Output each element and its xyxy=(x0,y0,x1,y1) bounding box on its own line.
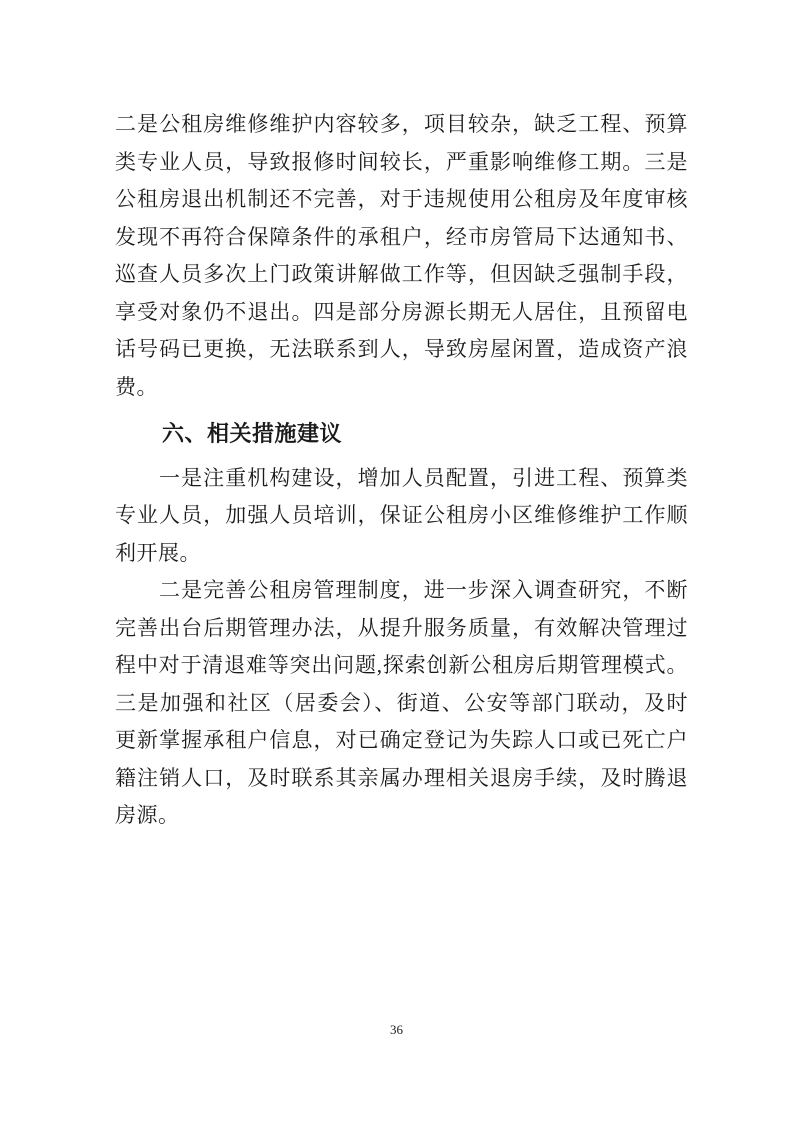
paragraph-line: 费。 xyxy=(115,374,158,399)
paragraph-line: 享受对象仍不退出。四是部分房源长期无人居住，且预留电 xyxy=(115,299,688,324)
paragraph-line: 二是完善公租房管理制度，进一步深入调查研究，不断 xyxy=(159,578,688,602)
page-number: 36 xyxy=(390,1022,403,1037)
paragraph-line: 三是加强和社区（居委会）、街道、公安等部门联动，及时 xyxy=(115,690,688,715)
paragraph-line: 专业人员，加强人员培训，保证公租房小区维修维护工作顺 xyxy=(115,503,688,527)
paragraph-line: 巡查人员多次上门政策讲解做工作等，但因缺乏强制手段， xyxy=(115,262,688,286)
paragraph-line: 一是注重机构建设，增加人员配置，引进工程、预算类 xyxy=(159,465,688,490)
paragraph-line: 完善出台后期管理办法，从提升服务质量，有效解决管理过 xyxy=(115,615,688,640)
document-body xyxy=(115,106,688,835)
paragraph-measure-1 xyxy=(115,460,688,573)
paragraph-continuation xyxy=(115,106,688,406)
paragraph-line: 二是公租房维修维护内容较多，项目较杂，缺乏工程、预算 xyxy=(115,112,688,136)
paragraph-line: 利开展。 xyxy=(115,540,201,565)
paragraph-line: 籍注销人口，及时联系其亲属办理相关退房手续，及时腾退 xyxy=(115,765,688,790)
paragraph-line: 更新掌握承租户信息，对已确定登记为失踪人口或已死亡户 xyxy=(115,728,688,752)
paragraph-line: 发现不再符合保障条件的承租户，经市房管局下达通知书、 xyxy=(115,224,688,249)
paragraph-line: 类专业人员，导致报修时间较长，严重影响维修工期。三是 xyxy=(115,149,688,174)
paragraph-line: 程中对于清退难等突出问题,探索创新公租房后期管理模式。 xyxy=(115,653,688,677)
paragraph-line: 话号码已更换，无法联系到人，导致房屋闲置，造成资产浪 xyxy=(115,337,688,361)
section-heading: 六、相关措施建议 xyxy=(162,422,343,447)
paragraph-measure-2 xyxy=(115,572,688,835)
paragraph-line: 房源。 xyxy=(115,803,180,827)
paragraph-line: 公租房退出机制还不完善，对于违规使用公租房及年度审核 xyxy=(115,187,688,211)
